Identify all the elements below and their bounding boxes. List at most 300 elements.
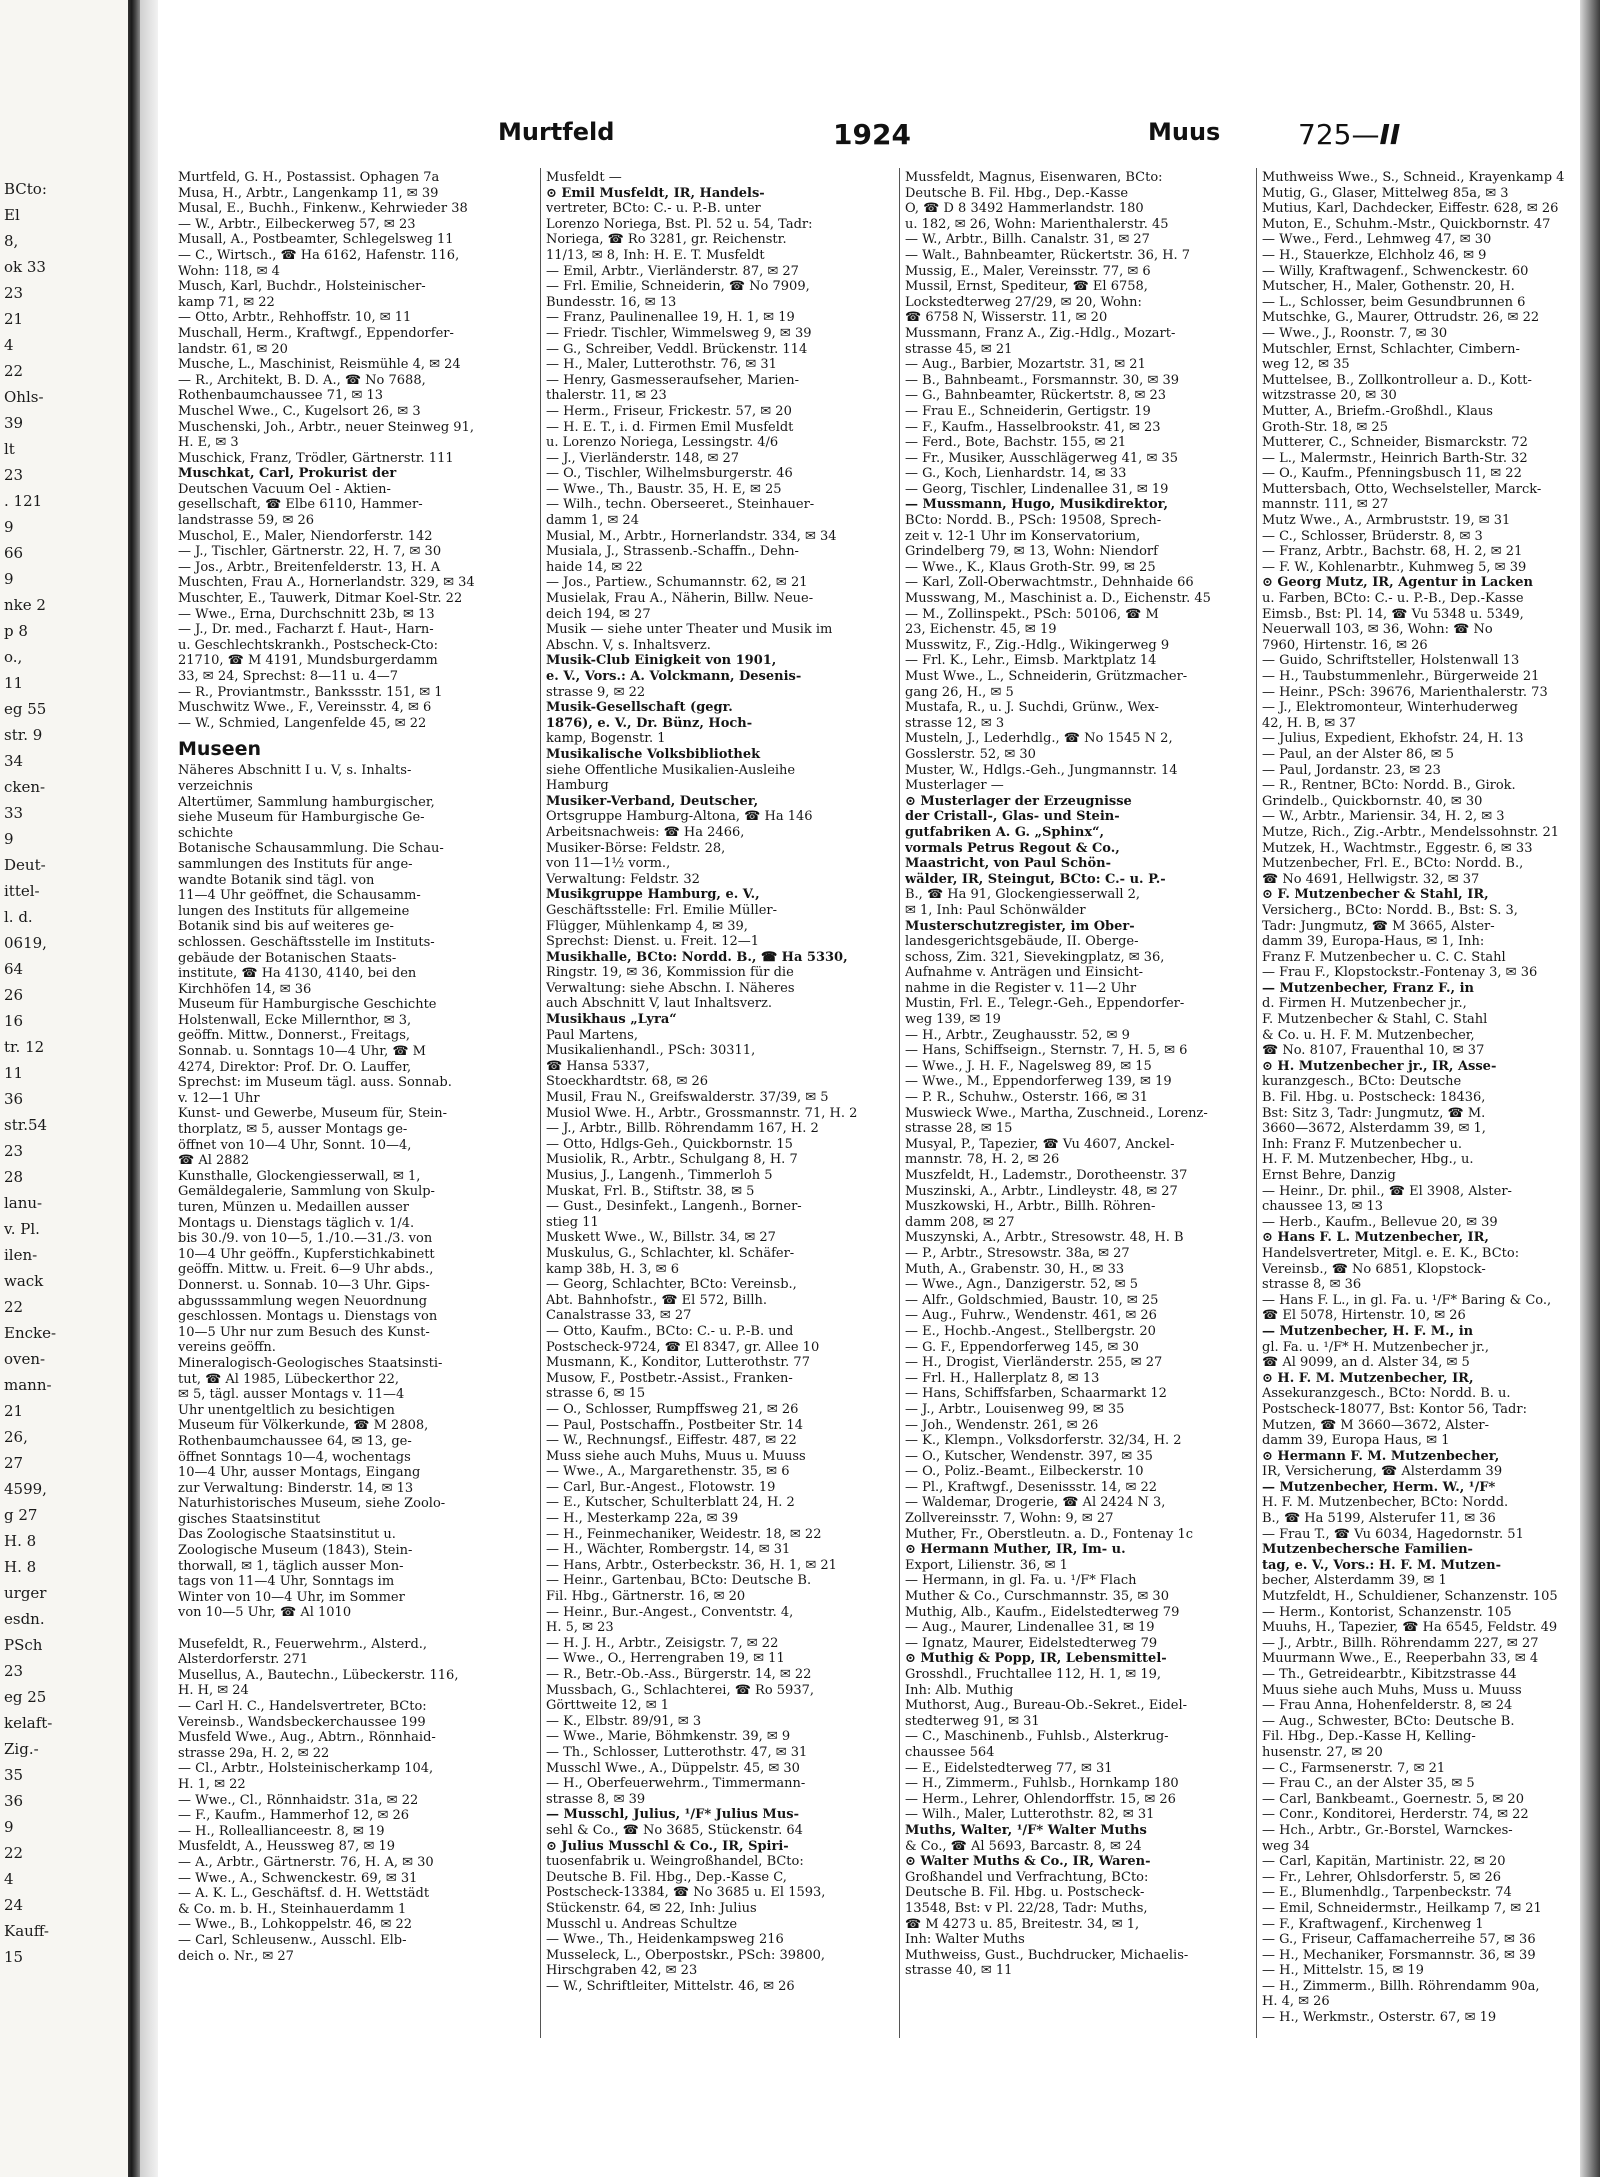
directory-line: Holstenwall, Ecke Millernthor, ✉ 3, (178, 1012, 412, 1028)
directory-line: strasse 28, ✉ 15 (905, 1121, 1013, 1137)
directory-line: — L., Schlosser, beim Gesundbrunnen 6 (1262, 294, 1526, 310)
directory-line: stedterweg 91, ✉ 31 (905, 1713, 1040, 1729)
directory-line: siehe Museum für Hamburgische Ge- (178, 810, 425, 826)
directory-line: Musefeldt, R., Feuerwehrm., Alsterd., (178, 1636, 428, 1652)
directory-line: gebäude der Botanischen Staats- (178, 950, 397, 966)
previous-page-fragment: v. Pl. (4, 1220, 40, 1238)
directory-line: ⊙ Muthig & Popp, IR, Lebensmittel- (905, 1651, 1167, 1667)
directory-line: Mineralogisch-Geologisches Staatsinsti- (178, 1355, 443, 1371)
directory-line: — Hans, Schiffsfarben, Schaarmarkt 12 (905, 1386, 1167, 1402)
directory-line: Ringstr. 19, ✉ 36, Kommission für die (546, 965, 794, 981)
directory-line: Muschten, Frau A., Hornerlandstr. 329, ✉ 34 (178, 575, 475, 591)
directory-line: u. Farben, BCto: C.- u. P.-B., Dep.-Kasse (1262, 591, 1524, 607)
directory-line: tags von 11—4 Uhr, Sonntags im (178, 1574, 395, 1590)
directory-line: Musikgruppe Hamburg, e. V., (546, 887, 760, 903)
directory-line: — Karl, Zoll-Oberwachtmstr., Dehnhaide 66 (905, 575, 1194, 591)
directory-line: — G., Friseur, Caffamacherreihe 57, ✉ 36 (1262, 1932, 1536, 1948)
directory-line: — Wilh., techn. Oberseeret., Steinhauer- (546, 497, 815, 513)
directory-line: — H. J. H., Arbtr., Zeisigstr. 7, ✉ 22 (546, 1635, 779, 1651)
directory-line: — Heinr., Gartenbau, BCto: Deutsche B. (546, 1573, 812, 1589)
directory-line: Deutsche B. Fil. Hbg., Dep.-Kasse (905, 185, 1129, 201)
directory-line: Wohn: 118, ✉ 4 (178, 263, 280, 279)
directory-line: thorwall, ✉ 1, täglich ausser Mon- (178, 1558, 404, 1574)
directory-line: Musiol Wwe. H., Arbtr., Grossmannstr. 71, H. 2 (546, 1105, 858, 1121)
directory-line: husenstr. 27, ✉ 20 (1262, 1744, 1383, 1760)
directory-line: Muus siehe auch Muhs, Muss u. Muuss (1262, 1682, 1522, 1698)
directory-line: Musiolik, R., Arbtr., Schulgang 8, H. 7 (546, 1152, 798, 1168)
previous-page-fragment: str.54 (4, 1116, 48, 1134)
directory-line: — Joh., Wendenstr. 261, ✉ 26 (905, 1417, 1099, 1433)
directory-line: Musik — siehe unter Theater und Musik im (546, 622, 833, 638)
directory-line: — G., Bahnbeamter, Rückertstr. 8, ✉ 23 (905, 388, 1167, 404)
directory-line: H. H, ✉ 24 (178, 1683, 249, 1699)
directory-line: — C., Schlosser, Brüderstr. 8, ✉ 3 (1262, 528, 1483, 544)
directory-line: Donnerst. u. Sonnab. 10—3 Uhr. Gips- (178, 1277, 430, 1293)
directory-line: Musellus, A., Bautechn., Lübeckerstr. 116, (178, 1667, 459, 1683)
directory-line: Hirschgraben 42, ✉ 23 (546, 1963, 698, 1979)
directory-line: Neuerwall 103, ✉ 36, Wohn: ☎ No (1262, 622, 1493, 638)
directory-line: Aufnahme v. Anträgen und Einsicht- (905, 965, 1144, 981)
previous-page-fragment: 0619, (4, 934, 47, 952)
directory-line: — Carl, Kapitän, Martinistr. 22, ✉ 20 (1262, 1854, 1506, 1870)
directory-line: — H., Maler, Lutterothstr. 76, ✉ 31 (546, 357, 777, 373)
directory-line: Musiala, J., Strassenb.-Schaffn., Dehn- (546, 544, 799, 560)
directory-line: Deutsche B. Fil. Hbg. u. Postscheck- (905, 1885, 1145, 1901)
directory-line: — H., Arbtr., Zeughausstr. 52, ✉ 9 (905, 1027, 1130, 1043)
directory-line: — W., Arbtr., Billh. Canalstr. 31, ✉ 27 (905, 232, 1150, 248)
previous-page-fragment: eg 25 (4, 1688, 47, 1706)
book-gutter-shadow (140, 0, 158, 2177)
directory-line: — Wwe., J. H. F., Nagelsweg 89, ✉ 15 (905, 1058, 1152, 1074)
directory-line: Tadr: Jungmutz, ☎ M 3665, Alster- (1262, 918, 1495, 934)
directory-line: landstrasse 59, ✉ 26 (178, 513, 315, 529)
directory-line: — H., Mesterkamp 22a, ✉ 39 (546, 1511, 739, 1527)
directory-line: Bundesstr. 16, ✉ 13 (546, 294, 677, 310)
directory-line: — Hermann, in gl. Fa. u. ¹/F* Flach (905, 1573, 1137, 1589)
previous-page-fragment: 24 (4, 1896, 24, 1914)
directory-line: Muswieck Wwe., Martha, Zuschneid., Lorenz- (905, 1105, 1208, 1121)
directory-line: Musch, Karl, Buchdr., Holsteinischer- (178, 279, 426, 295)
directory-line: — Guido, Schriftsteller, Holstenwall 13 (1262, 653, 1520, 669)
directory-line: — Ignatz, Maurer, Eidelstedterweg 79 (905, 1635, 1158, 1651)
directory-line: — H., Rolleallianceestr. 8, ✉ 19 (178, 1823, 385, 1839)
directory-line: — Jos., Arbtr., Breitenfelderstr. 13, H. A (178, 559, 441, 575)
previous-page-fragment: 66 (4, 544, 24, 562)
directory-line: weg 12, ✉ 35 (1262, 357, 1350, 373)
directory-line: u. Lorenzo Noriega, Lessingstr. 4/6 (546, 435, 779, 451)
directory-line: — K., Elbstr. 89/91, ✉ 3 (546, 1713, 702, 1729)
directory-line: — Frau T., ☎ Vu 6034, Hagedornstr. 51 (1262, 1526, 1524, 1542)
directory-line: — Mutzenbecher, Franz F., in (1262, 980, 1474, 996)
column-3 (905, 170, 1251, 2040)
directory-line: Postscheck-18077, Bst: Kontor 56, Tadr: (1262, 1401, 1527, 1417)
directory-line: geschlossen. Montags u. Dienstags von (178, 1309, 438, 1325)
directory-line: — Otto, Arbtr., Rehhoffstr. 10, ✉ 11 (178, 310, 412, 326)
directory-line: — Wwe., J., Roonstr. 7, ✉ 30 (1262, 325, 1448, 341)
directory-line: Noriega, ☎ Ro 3281, gr. Reichenstr. (546, 232, 787, 248)
previous-page-fragment: 4 (4, 1870, 14, 1888)
directory-line: Mutzen, ☎ M 3660—3672, Alster- (1262, 1417, 1490, 1433)
directory-line: mannstr. 78, H. 2, ✉ 26 (905, 1152, 1060, 1168)
directory-line: — W., Arbtr., Eilbeckerweg 57, ✉ 23 (178, 216, 416, 232)
directory-line: Muurmann Wwe., E., Reeperbahn 33, ✉ 4 (1262, 1651, 1539, 1667)
directory-line: sehl & Co., ☎ No 3685, Stückenstr. 64 (546, 1822, 803, 1838)
directory-line: Musswang, M., Maschinist a. D., Eichenstr. 45 (905, 591, 1211, 607)
directory-line: — Georg, Tischler, Lindenallee 31, ✉ 19 (905, 481, 1169, 497)
previous-page-fragment: 16 (4, 1012, 24, 1030)
directory-line: — Hch., Arbtr., Gr.-Borstel, Warnckes- (1262, 1822, 1513, 1838)
directory-line: — Heinr., Bur.-Angest., Conventstr. 4, (546, 1604, 794, 1620)
directory-line: kamp 38b, H. 3, ✉ 6 (546, 1261, 679, 1277)
directory-line: — J., Vierländerstr. 148, ✉ 27 (546, 450, 740, 466)
directory-line: — Heinr., PSch: 39676, Marienthalerstr. 73 (1262, 684, 1548, 700)
directory-line: — Frau Anna, Hohenfelderstr. 8, ✉ 24 (1262, 1698, 1513, 1714)
directory-line: Must Wwe., L., Schneiderin, Grützmacher- (905, 669, 1188, 684)
directory-line: 10—5 Uhr nur zum Besuch des Kunst- (178, 1324, 430, 1340)
directory-line: Mutz Wwe., A., Armbruststr. 19, ✉ 31 (1262, 513, 1511, 529)
directory-line: weg 139, ✉ 19 (905, 1012, 1001, 1028)
directory-line: 10—4 Uhr geöffn., Kupferstichkabinett (178, 1246, 435, 1262)
previous-page-fragment: H. 8 (4, 1558, 37, 1576)
directory-line: tag, e. V., Vors.: H. F. M. Mutzen- (1262, 1557, 1501, 1573)
directory-line: — H., Zimmerm., Billh. Röhrendamm 90a, (1262, 1978, 1540, 1994)
directory-line: Musil, Frau N., Greifswalderstr. 37/39, ✉ 5 (546, 1090, 829, 1106)
directory-line: Muttelsee, B., Zollkontrolleur a. D., Kott- (1262, 372, 1532, 388)
directory-line: & Co. m. b. H., Steinhauerdamm 1 (178, 1901, 407, 1917)
directory-line: Lockstedterweg 27/29, ✉ 20, Wohn: (905, 294, 1142, 310)
directory-line: — Herb., Kaufm., Bellevue 20, ✉ 39 (1262, 1214, 1498, 1230)
previous-page-fragment: 23 (4, 284, 24, 302)
directory-line: siehe Öffentliche Musikalien-Ausleihe (546, 762, 796, 778)
directory-line: — W., Arbtr., Mariensir. 34, H. 2, ✉ 3 (1262, 809, 1505, 825)
directory-line: H. 1, ✉ 22 (178, 1776, 246, 1792)
header-first-name: Murtfeld (498, 118, 615, 146)
directory-line: Inh: Franz F. Mutzenbecher u. (1262, 1136, 1463, 1152)
directory-line: H. 4, ✉ 26 (1262, 1994, 1330, 2010)
directory-line: Muschkat, Carl, Prokurist der (178, 466, 397, 482)
directory-line: Inh: Walter Muths (905, 1932, 1025, 1948)
directory-line: Export, Lilienstr. 36, ✉ 1 (905, 1557, 1068, 1573)
directory-line: Musa, H., Arbtr., Langenkamp 11, ✉ 39 (178, 185, 439, 201)
previous-page-fragment: 4599, (4, 1480, 47, 1498)
directory-line: Musikhalle, BCto: Nordd. B., ☎ Ha 5330, (546, 949, 848, 965)
directory-line: Grindelb., Quickbornstr. 40, ✉ 30 (1262, 793, 1483, 809)
directory-line: — E., Blumenhdlg., Tarpenbeckstr. 74 (1262, 1885, 1512, 1901)
directory-line: & Co. u. H. F. M. Mutzenbecher, (1262, 1027, 1475, 1043)
directory-line: Muschwitz Wwe., F., Vereinsstr. 4, ✉ 6 (178, 700, 432, 716)
directory-line: vormals Petrus Regout & Co., (905, 840, 1120, 856)
previous-page-fragment: l. d. (4, 908, 33, 926)
previous-page-fragment: Ohls- (4, 388, 44, 406)
previous-page-fragment: 4 (4, 336, 14, 354)
directory-line: Musall, A., Postbeamter, Schlegelsweg 11 (178, 232, 454, 248)
directory-line: — Aug., Schwester, BCto: Deutsche B. (1262, 1713, 1515, 1729)
directory-line: Muths, Walter, ¹/F* Walter Muths (905, 1822, 1147, 1838)
directory-line: — J., Arbtr., Louisenweg 99, ✉ 35 (905, 1401, 1125, 1417)
directory-line: ☎ Al 2882 (178, 1153, 250, 1169)
directory-line: Mutzek, H., Wachtmstr., Eggestr. 6, ✉ 33 (1262, 840, 1533, 856)
directory-line: 7960, Hirtenstr. 16, ✉ 26 (1262, 637, 1428, 653)
directory-line: — Walt., Bahnbeamter, Rückertstr. 36, H. 7 (905, 247, 1191, 263)
previous-page-fragment: 22 (4, 362, 24, 380)
directory-line: mannstr. 111, ✉ 27 (1262, 497, 1389, 513)
directory-line: — Otto, Kaufm., BCto: C.- u. P.-B. und (546, 1323, 794, 1339)
previous-page-fragment: eg 55 (4, 700, 47, 718)
directory-line: — Wwe., Ferd., Lehmweg 47, ✉ 30 (1262, 232, 1492, 248)
directory-line: ⊙ Hermann Muther, IR, Im- u. (905, 1542, 1126, 1558)
directory-line: Muschall, Herm., Kraftwgf., Eppendorfer- (178, 325, 454, 341)
directory-line: Musfeldt, A., Heussweg 87, ✉ 19 (178, 1839, 396, 1855)
previous-page-fragment: Deut- (4, 856, 46, 874)
directory-line: — Aug., Barbier, Mozartstr. 31, ✉ 21 (905, 357, 1146, 373)
directory-line: 1876), e. V., Dr. Bünz, Hoch- (546, 715, 753, 731)
directory-line: — Willy, Kraftwagenf., Schwenckestr. 60 (1262, 263, 1529, 279)
directory-line: weg 34 (1262, 1838, 1310, 1854)
directory-line: Muthweiss Wwe., S., Schneid., Krayenkamp 4 (1262, 170, 1565, 185)
directory-line: lungen des Instituts für allgemeine (178, 903, 410, 919)
directory-line: — M., Zollinspekt., PSch: 50106, ☎ M (905, 606, 1159, 622)
directory-line: Mutzfeldt, H., Schuldiener, Schanzenstr. 105 (1262, 1589, 1558, 1605)
directory-line: Grosshdl., Fruchtallee 112, H. 1, ✉ 19, (905, 1667, 1162, 1682)
directory-line: Musal, E., Buchh., Finkenw., Kehrwieder 38 (178, 201, 468, 217)
directory-line: Postscheck-9724, ☎ El 8347, gr. Allee 10 (546, 1339, 820, 1355)
directory-line: 11—4 Uhr geöffnet, die Schausamm- (178, 888, 421, 904)
directory-line: kamp, Bogenstr. 1 (546, 731, 666, 747)
directory-line: ⊙ H. F. M. Mutzenbecher, IR, (1262, 1370, 1474, 1386)
previous-page-fragment: 23 (4, 466, 24, 484)
directory-line: ⊙ Hans F. L. Mutzenbecher, IR, (1262, 1230, 1489, 1246)
directory-line: schoss, Zim. 321, Sievekingplatz, ✉ 36, (905, 949, 1165, 965)
directory-line: — G. F., Eppendorferweg 145, ✉ 30 (905, 1339, 1139, 1355)
directory-line: chaussee 13, ✉ 13 (1262, 1199, 1384, 1215)
directory-line: — Paul, Jordanstr. 23, ✉ 23 (1262, 762, 1441, 778)
previous-page-fragment: Zig.- (4, 1740, 39, 1758)
directory-line: Geschäftsstelle: Frl. Emilie Müller- (546, 902, 778, 918)
directory-line: Verwaltung: Feldstr. 32 (546, 871, 700, 887)
directory-line: — Cl., Arbtr., Holsteinischerkamp 104, (178, 1761, 434, 1777)
directory-line: Zoologische Museum (1843), Stein- (178, 1543, 413, 1559)
directory-line: H. F. M. Mutzenbecher, BCto: Nordd. (1262, 1495, 1509, 1511)
directory-line: — F., Kraftwagenf., Kirchenweg 1 (1262, 1916, 1484, 1932)
directory-line: Musterlager — (905, 778, 1004, 794)
directory-line: — Carl H. C., Handelsvertreter, BCto: (178, 1699, 427, 1714)
directory-line: Muschenski, Joh., Arbtr., neuer Steinweg 91, (178, 419, 474, 435)
directory-line: ☎ Al 9099, an d. Alster 34, ✉ 5 (1262, 1355, 1470, 1371)
directory-line: — R., Rentner, BCto: Nordd. B., Girok. (1262, 778, 1516, 794)
directory-line: Muszinski, A., Arbtr., Lindleystr. 48, ✉ 27 (905, 1183, 1178, 1199)
directory-line: landesgerichtsgebäude, II. Oberge- (905, 934, 1139, 950)
previous-page-fragment: 11 (4, 1064, 24, 1082)
directory-line: Mutschke, G., Maurer, Ottrudstr. 26, ✉ 22 (1262, 310, 1540, 326)
directory-line: thorplatz, ✉ 5, ausser Montags ge- (178, 1122, 408, 1138)
directory-line: Kunsthalle, Glockengiesserwall, ✉ 1, (178, 1168, 421, 1184)
previous-page-fragment: 21 (4, 310, 24, 328)
directory-line: H. E, ✉ 3 (178, 435, 239, 451)
column-4 (1262, 170, 1574, 2040)
directory-line: Museum für Völkerkunde, ☎ M 2808, (178, 1418, 429, 1434)
directory-line: Versicherg., BCto: Nordd. B., Bst: S. 3, (1262, 902, 1518, 918)
previous-page-fragment: oven- (4, 1350, 46, 1368)
directory-line: schichte (178, 825, 234, 841)
directory-line: — W., Schriftleiter, Mittelstr. 46, ✉ 26 (546, 1978, 795, 1994)
directory-line: — Herm., Kontorist, Schanzenstr. 105 (1262, 1604, 1512, 1620)
directory-line: von 11—1½ vorm., (546, 856, 671, 872)
directory-line: — E., Eidelstedterweg 77, ✉ 31 (905, 1760, 1113, 1776)
directory-line: Mutig, G., Glaser, Mittelweg 85a, ✉ 3 (1262, 185, 1509, 201)
directory-line: — Emil, Arbtr., Vierländerstr. 87, ✉ 27 (546, 263, 799, 279)
directory-line: — A., Arbtr., Gärtnerstr. 76, H. A, ✉ 30 (178, 1854, 434, 1870)
directory-line: — Frau F., Klopstockstr.-Fontenay 3, ✉ 36 (1262, 965, 1538, 981)
directory-line: Deutschen Vacuum Oel - Aktien- (178, 481, 391, 497)
directory-line: zur Verwaltung: Binderstr. 14, ✉ 13 (178, 1480, 414, 1496)
directory-line: Deutsche B. Fil. Hbg., Dep.-Kasse C, (546, 1869, 787, 1885)
directory-line: Mutscher, H., Maler, Gothenstr. 20, H. (1262, 279, 1515, 295)
directory-line: Inh: Alb. Muthig (905, 1682, 1014, 1698)
previous-page-fragment: 22 (4, 1298, 24, 1316)
directory-line: Musschl u. Andreas Schultze (546, 1916, 738, 1932)
directory-line: — Wwe., Th., Baustr. 35, H. E, ✉ 25 (546, 481, 782, 497)
directory-line: Musterschutzregister, im Ober- (905, 918, 1135, 934)
directory-line: deich 194, ✉ 27 (546, 606, 651, 622)
directory-line: wandte Botanik sind tägl. von (178, 872, 375, 888)
directory-line: — O., Schlosser, Rumpffsweg 21, ✉ 26 (546, 1401, 799, 1417)
directory-line: Montags u. Dienstags täglich v. 1/4. (178, 1215, 415, 1231)
directory-line: — Hans F. L., in gl. Fa. u. ¹/F* Baring & Co., (1262, 1292, 1552, 1308)
directory-line: abgusssammlung wegen Neuordnung (178, 1293, 428, 1309)
directory-line: Sonnab. u. Sonntags 10—4 Uhr, ☎ M (178, 1044, 426, 1060)
previous-page-fragment: 23 (4, 1662, 24, 1680)
directory-line: Hamburg (546, 778, 609, 794)
directory-line: Handelsvertreter, Mitgl. e. E. K., BCto: (1262, 1245, 1520, 1261)
directory-line: B., ☎ Ha 91, Glockengiesserwall 2, (905, 887, 1141, 903)
directory-line: thalerstr. 11, ✉ 23 (546, 388, 667, 404)
directory-line: Musswitz, F., Zig.-Hdlg., Wikingerweg 9 (905, 637, 1170, 653)
directory-line: gisches Staatsinstitut (178, 1511, 321, 1527)
column-rule (1256, 168, 1257, 2038)
directory-line: — G., Schreiber, Veddl. Brückenstr. 114 (546, 341, 808, 357)
directory-line: — P. R., Schuhw., Osterstr. 166, ✉ 31 (905, 1090, 1149, 1106)
directory-line: H. 5, ✉ 23 (546, 1620, 614, 1636)
directory-line: Musikalische Volksbibliothek (546, 746, 761, 762)
directory-line: schlossen. Geschäftsstelle im Instituts- (178, 934, 435, 950)
directory-line: — Gust., Desinfekt., Langenh., Borner- (546, 1199, 802, 1215)
directory-line: damm 39, Europa Haus, ✉ 1 (1262, 1433, 1450, 1449)
directory-line: — Wwe., O., Herrengraben 19, ✉ 11 (546, 1651, 785, 1667)
directory-line: — Paul, an der Alster 86, ✉ 5 (1262, 746, 1455, 762)
directory-line: BCto: Nordd. B., PSch: 19508, Sprech- (905, 513, 1162, 529)
directory-line: e. V., Vors.: A. Volckmann, Desenis- (546, 669, 802, 684)
directory-line: Canalstrasse 33, ✉ 27 (546, 1308, 692, 1324)
directory-line: Musius, J., Langenh., Timmerloh 5 (546, 1168, 773, 1183)
directory-line: Musikhaus „Lyra“ (546, 1012, 677, 1028)
directory-line: Musiker-Verband, Deutscher, (546, 793, 759, 809)
directory-line: 10—4 Uhr, ausser Montags, Eingang (178, 1465, 421, 1481)
previous-page-fragment: 35 (4, 1766, 24, 1784)
directory-line: nahme in die Register v. 11—2 Uhr (905, 980, 1137, 996)
header-last-name: Muus (1148, 118, 1221, 146)
previous-page-fragment: 9 (4, 830, 14, 848)
directory-line: damm 1, ✉ 24 (546, 513, 639, 529)
directory-line: Ernst Behre, Danzig (1262, 1168, 1396, 1183)
previous-page-fragment: 9 (4, 570, 14, 588)
directory-line: strasse 8, ✉ 36 (1262, 1277, 1362, 1293)
directory-line: Museum für Hamburgische Geschichte (178, 997, 437, 1013)
directory-line: ⊙ Walter Muths & Co., IR, Waren- (905, 1854, 1151, 1870)
previous-page-edge (0, 0, 128, 2177)
directory-line: u. 182, ✉ 26, Wohn: Marienthalerstr. 45 (905, 216, 1169, 232)
directory-line: u. Geschlechtskrankh., Postscheck-Cto: (178, 637, 438, 653)
directory-line: Rothenbaumchaussee 71, ✉ 13 (178, 388, 384, 404)
directory-line: — Mutzenbecher, Herm. W., ¹/F* (1262, 1479, 1496, 1495)
directory-line: Muttersbach, Otto, Wechselsteller, Marck- (1262, 481, 1542, 497)
previous-page-fragment: 64 (4, 960, 24, 978)
directory-line: gl. Fa. u. ¹/F* H. Mutzenbecher jr., (1262, 1339, 1489, 1355)
directory-line: chaussee 564 (905, 1744, 995, 1760)
directory-line: 4274, Direktor: Prof. Dr. O. Lauffer, (178, 1059, 412, 1075)
directory-line: — Wwe., Th., Heidenkampsweg 216 (546, 1932, 784, 1948)
directory-line: — Frl. H., Hallerplatz 8, ✉ 13 (905, 1370, 1100, 1386)
directory-line: — Musschl, Julius, ¹/F* Julius Mus- (546, 1807, 799, 1823)
directory-line: strasse 29a, H. 2, ✉ 22 (178, 1745, 330, 1761)
directory-line: 33, ✉ 24, Sprechst: 8—11 u. 4—7 (178, 669, 398, 684)
previous-page-fragment: 33 (4, 804, 24, 822)
previous-page-fragment: nke 2 (4, 596, 46, 614)
directory-line: v. 12—1 Uhr (178, 1090, 260, 1106)
directory-line: Flügger, Mühlenkamp 4, ✉ 39, (546, 918, 748, 934)
directory-line: Botanische Schausammlung. Die Schau- (178, 841, 444, 857)
directory-line: — A. K. L., Geschäftsf. d. H. Wettstädt (178, 1886, 430, 1902)
previous-page-fragment: mann- (4, 1376, 52, 1394)
directory-line: — Pl., Kraftwgf., Desenissstr. 14, ✉ 22 (905, 1479, 1158, 1495)
directory-line: — Fr., Lehrer, Ohlsdorferstr. 5, ✉ 26 (1262, 1869, 1501, 1885)
directory-line: Mutschler, Ernst, Schlachter, Cimbern- (1262, 341, 1520, 357)
previous-page-fragment: tr. 12 (4, 1038, 45, 1056)
directory-line: B., ☎ Ha 5199, Alsterufer 11, ✉ 36 (1262, 1511, 1496, 1527)
directory-line: — E., Kutscher, Schulterblatt 24, H. 2 (546, 1495, 795, 1511)
directory-line: wälder, IR, Steingut, BCto: C.- u. P.- (905, 871, 1166, 887)
directory-line: Musmann, K., Konditor, Lutterothstr. 77 (546, 1355, 810, 1371)
directory-line: geöffn. Mittw., Donnerst., Freitags, (178, 1028, 410, 1044)
directory-line: Verwaltung: siehe Abschn. I. Näheres (546, 980, 795, 996)
directory-line: Mussbach, G., Schlachterei, ☎ Ro 5937, (546, 1682, 814, 1698)
directory-line: Muskat, Frl. B., Stiftstr. 38, ✉ 5 (546, 1183, 755, 1199)
directory-line: — L., Malermstr., Heinrich Barth-Str. 32 (1262, 450, 1528, 466)
directory-line: Vereinsb., ☎ No 6851, Klopstock- (1262, 1261, 1486, 1277)
directory-line: Maastricht, von Paul Schön- (905, 856, 1112, 872)
directory-line: sammlungen des Instituts für ange- (178, 856, 413, 872)
directory-line: Musfeldt — (546, 170, 622, 185)
directory-line: — H., Feinmechaniker, Weidestr. 18, ✉ 22 (546, 1526, 822, 1542)
directory-line: becher, Alsterdamm 39, ✉ 1 (1262, 1573, 1447, 1589)
directory-line: — Franz, Arbtr., Bachstr. 68, H. 2, ✉ 21 (1262, 544, 1523, 560)
previous-page-fragment: H. 8 (4, 1532, 37, 1550)
previous-page-fragment: 36 (4, 1792, 24, 1810)
directory-line: — Carl, Schleusenw., Ausschl. Elb- (178, 1932, 407, 1948)
directory-line: O, ☎ D 8 3492 Hammerlandstr. 180 (905, 201, 1144, 217)
directory-line: Musial, M., Arbtr., Hornerlandstr. 334, ✉ 34 (546, 528, 837, 544)
directory-line: Mustafa, R., u. J. Suchdi, Grünw., Wex- (905, 700, 1159, 716)
column-2 (546, 170, 894, 2040)
directory-line: — H., Mechaniker, Forsmannstr. 36, ✉ 39 (1262, 1947, 1536, 1963)
directory-line: ⊙ H. Mutzenbecher jr., IR, Asse- (1262, 1058, 1497, 1074)
previous-page-fragment: 21 (4, 1402, 24, 1420)
previous-page-fragment: 11 (4, 674, 24, 692)
directory-line: gutfabriken A. G. „Sphinx“, (905, 824, 1105, 840)
directory-line: damm 39, Europa-Haus, ✉ 1, Inh: (1262, 934, 1485, 950)
directory-line: Muth, A., Grabenstr. 30, H., ✉ 33 (905, 1261, 1125, 1277)
directory-line: — G., Koch, Lienhardstr. 14, ✉ 33 (905, 466, 1127, 482)
directory-line: Musche, L., Maschinist, Reismühle 4, ✉ 24 (178, 357, 461, 373)
